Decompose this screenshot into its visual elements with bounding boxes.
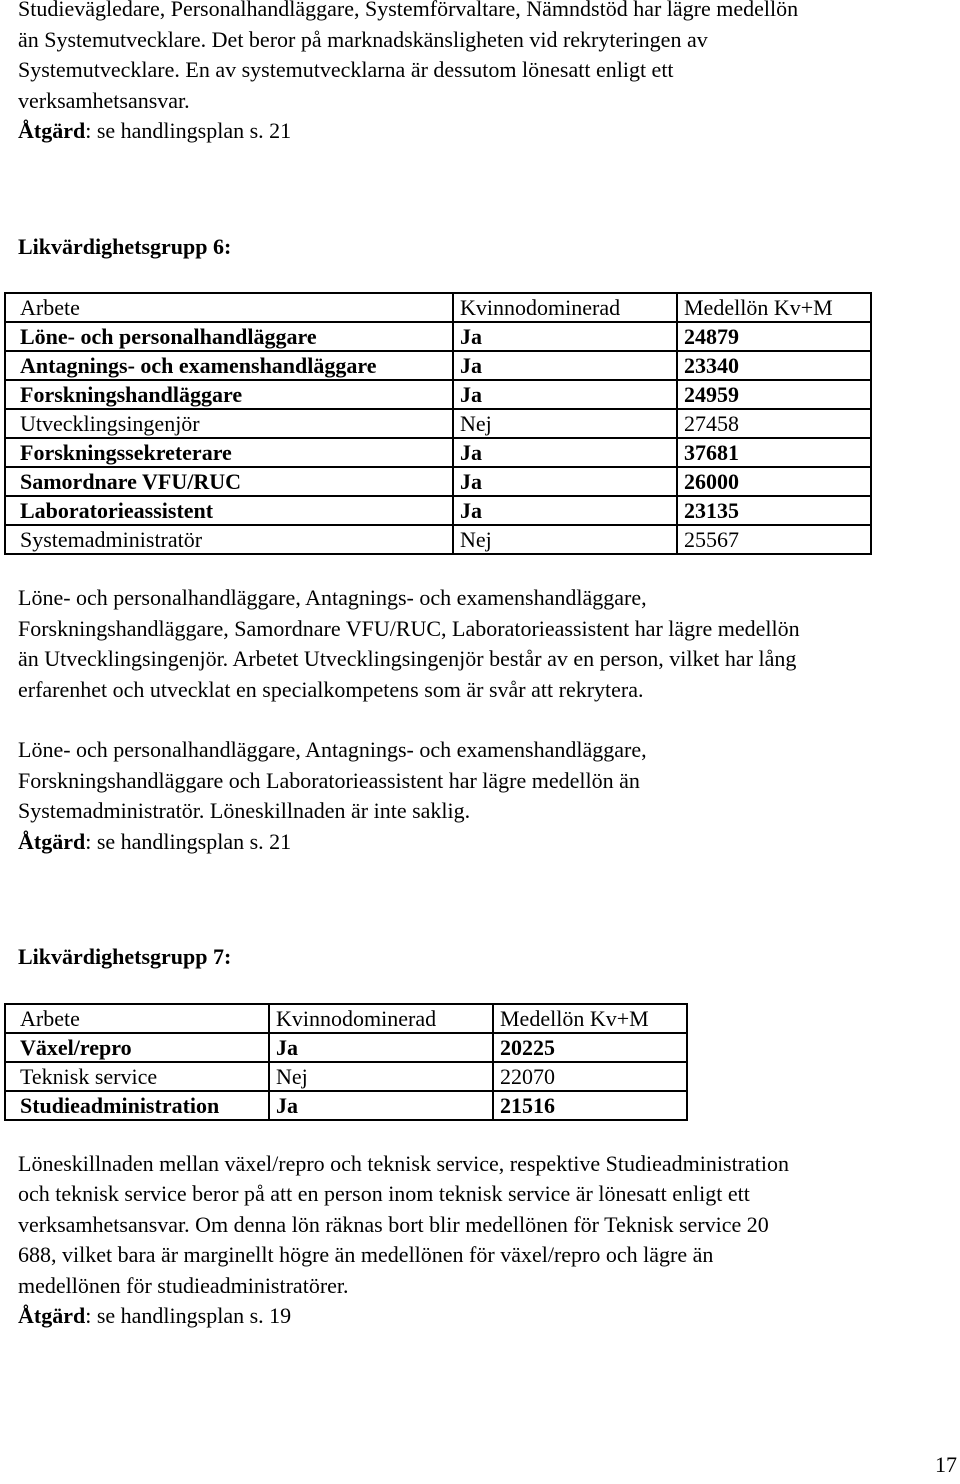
female-cell: Ja [269,1091,493,1120]
salary-cell: 23135 [677,496,871,525]
salary-cell: 22070 [493,1062,687,1091]
female-cell: Nej [453,525,677,554]
salary-cell: 26000 [677,467,871,496]
job-cell: Växel/repro [5,1033,269,1062]
female-cell: Ja [269,1033,493,1062]
text-line: verksamhetsansvar. [18,87,190,113]
table-row [5,1033,687,1062]
female-cell: Ja [453,467,677,496]
table-row [5,496,871,525]
job-cell: Utvecklingsingenjör [5,409,453,438]
table-header-row [5,1004,687,1033]
table-row [5,467,871,496]
female-cell: Ja [453,380,677,409]
header-cell: Arbete [5,1004,269,1033]
group6-heading: Likvärdighetsgrupp 6: [18,233,232,259]
job-cell: Samordnare VFU/RUC [5,467,453,496]
text-line: 688, vilket bara är marginellt högre än medellönen för växel/repro och lägre än [18,1242,714,1267]
female-cell: Nej [453,409,677,438]
table-row [5,409,871,438]
action-label: Åtgärd [18,118,86,143]
salary-cell: 24879 [677,322,871,351]
job-cell: Antagnings- och examenshandläggare [5,351,453,380]
group6-table [4,292,872,555]
job-cell: Forskningssekreterare [5,438,453,467]
table-row [5,1091,687,1120]
document-page [18,0,948,1332]
table-header-row [5,293,871,322]
text-line: Forskningshandläggare och Laboratorieassistent har lägre medellön än [18,767,640,793]
group7-paragraph [18,1149,948,1332]
female-cell: Nej [269,1062,493,1091]
page-number: 17 [935,1452,957,1477]
job-cell: Studieadministration [5,1091,269,1120]
female-cell: Ja [453,496,677,525]
group6-paragraph-2 [18,735,948,857]
female-cell: Ja [453,438,677,467]
header-cell: Medellön Kv+M [493,1004,687,1033]
intro-paragraph [18,0,948,147]
job-cell: Teknisk service [5,1062,269,1091]
action-line [18,827,948,858]
text-line: Systemutvecklare. En av systemutvecklarna är dessutom lönesatt enligt ett [18,57,674,82]
header-cell: Medellön Kv+M [677,293,871,322]
text-line: erfarenhet och utvecklat en specialkompetens som är svår att rekrytera. [18,676,644,702]
female-cell: Ja [453,351,677,380]
text-line: Löneskillnaden mellan växel/repro och teknisk service, respektive Studieadministration [18,1150,789,1176]
job-cell: Löne- och personalhandläggare [5,322,453,351]
text-line: Forskningshandläggare, Samordnare VFU/RUC, Laboratorieassistent har lägre medellön [18,615,800,641]
action-label: Åtgärd [18,828,86,854]
text-line: verksamhetsansvar. Om denna lön räknas bort blir medellönen för Teknisk service 20 [18,1211,769,1237]
table-row [5,322,871,351]
table-row [5,525,871,554]
salary-cell: 24959 [677,380,871,409]
table-row [5,351,871,380]
text-line: Studievägledare, Personalhandläggare, Systemförvaltare, Nämndstöd har lägre medellön [18,0,799,21]
group6-paragraph-1 [18,583,948,705]
group7-table [4,1003,688,1121]
text-line: Löne- och personalhandläggare, Antagnings- och examenshandläggare, [18,585,647,610]
text-line: medellönen för studieadministratörer. [18,1272,349,1298]
header-cell: Arbete [5,293,453,322]
salary-cell: 25567 [677,525,871,554]
header-cell: Kvinnodominerad [269,1004,493,1033]
job-cell: Systemadministratör [5,525,453,554]
table-row [5,1062,687,1091]
job-cell: Forskningshandläggare [5,380,453,409]
salary-cell: 23340 [677,351,871,380]
table-row [5,438,871,467]
group7-heading: Likvärdighetsgrupp 7: [18,944,232,969]
job-cell: Laboratorieassistent [5,496,453,525]
action-line [18,116,948,147]
text-line: än Systemutvecklare. Det beror på marknadskänsligheten vid rekryteringen av [18,26,708,52]
action-line [18,1301,948,1332]
text-line: Löne- och personalhandläggare, Antagnings- och examenshandläggare, [18,737,647,762]
action-text: : se handlingsplan s. 21 [85,828,292,854]
salary-cell: 20225 [493,1033,687,1062]
text-line: än Utvecklingsingenjör. Arbetet Utvecklingsingenjör består av en person, vilket har lång [18,646,797,671]
text-line: Systemadministratör. Löneskillnaden är inte saklig. [18,798,471,823]
salary-cell: 21516 [493,1091,687,1120]
action-label: Åtgärd [18,1303,86,1328]
header-cell: Kvinnodominerad [453,293,677,322]
salary-cell: 37681 [677,438,871,467]
action-text: : se handlingsplan s. 19 [85,1303,292,1328]
action-text: : se handlingsplan s. 21 [85,118,292,143]
text-line: och teknisk service beror på att en person inom teknisk service är lönesatt enligt ett [18,1181,750,1206]
salary-cell: 27458 [677,409,871,438]
female-cell: Ja [453,322,677,351]
table-row [5,380,871,409]
